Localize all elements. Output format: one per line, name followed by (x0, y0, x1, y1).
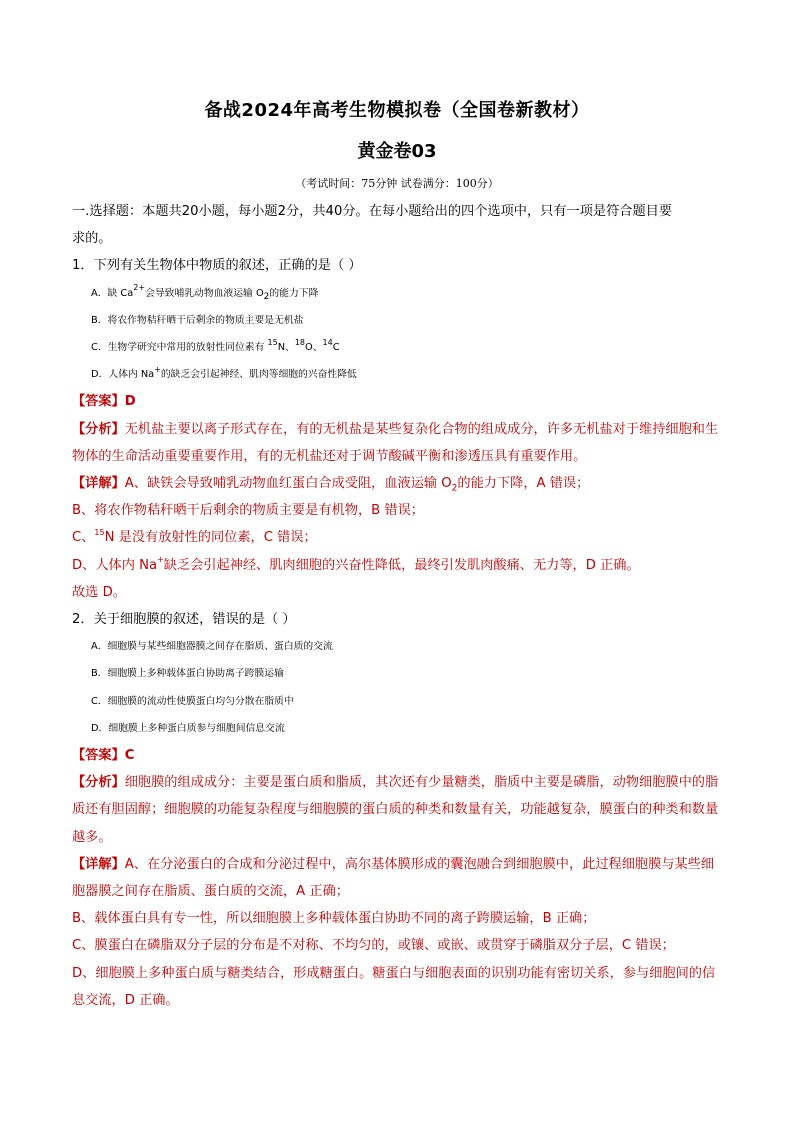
section-heading-text-b: 求的。 (72, 231, 112, 247)
q1-option-d (72, 361, 724, 388)
q2-analysis-text: 细胞膜的组成成分：主要是蛋白质和脂质，其次还有少量糖类，脂质中主要是磷脂，动物细胞膜中的脂质还有胆固醇；细胞膜的功能复杂程度与细胞膜的蛋白质的种类和数量有关，功能越复杂，膜蛋白的种类和数量越多。 (72, 775, 719, 845)
q1-detail-tag: 【详解】 (72, 476, 125, 492)
paper-subtitle: 黄金卷03 (357, 141, 437, 162)
section-heading-text-a: 一.选择题：本题共20小题，每小题2分，共40分。在每小题给出的四个选项中，只有一项是符合题目要 (72, 204, 673, 219)
q1-option-d-sup: + (154, 364, 161, 374)
q1-option-a-mid: 会导致哺乳动物血液运输 O (145, 287, 264, 299)
q1-option-c-text: C．生物学研究中常用的放射性同位素有 (91, 342, 268, 354)
q2-stem: 2．关于细胞膜的叙述，错误的是（ ） (72, 612, 296, 628)
q2-answer (72, 742, 724, 769)
q1-option-a-sup: 2+ (133, 283, 146, 293)
q1-option-c-sup3: 14 (322, 337, 333, 347)
q2-detail-c: C、膜蛋白在磷脂双分子层的分布是不对称、不均匀的，或镶、或嵌、或贯穿于磷脂双分子层，C 错误； (72, 938, 675, 954)
q1-detail-a-text: A、缺铁会导致哺乳动物血红蛋白合成受阻，血液运输 O (124, 476, 452, 492)
q1-detail-b: B、将农作物秸秆晒干后剩余的物质主要是有机物，B 错误； (72, 503, 424, 519)
q1-detail-d-post: 缺乏会引起神经、肌肉细胞的兴奋性降低，最终引发肌肉酸痛、无力等，D 正确。 (163, 557, 640, 573)
q1-option-d-post: 的缺乏会引起神经、肌肉等细胞的兴奋性降低 (160, 369, 357, 381)
q2-answer-tag: 【答案】 (72, 748, 125, 764)
q2-detail-tag: 【详解】 (72, 856, 125, 872)
q2-option-b: B．细胞膜上多种载体蛋白协助离子跨膜运输 (91, 668, 284, 680)
q1-detail-c-post: N 是没有放射性的同位素，C 错误； (104, 530, 317, 546)
q2-detail-a-text: A、在分泌蛋白的合成和分泌过程中，高尔基体膜形成的囊泡融合到细胞膜中，此过程细胞膜与某些细胞器膜之间存在脂质、蛋白质的交流，A 正确； (72, 856, 715, 900)
q2-analysis-tag: 【分析】 (72, 775, 125, 791)
q1-detail-c-sup: 15 (94, 528, 105, 538)
q1-option-a-post: 的能力下降 (269, 287, 319, 299)
q1-analysis-tag: 【分析】 (72, 421, 125, 437)
q2-option-c: C．细胞膜的流动性使膜蛋白均匀分散在脂质中 (91, 695, 294, 707)
q1-option-c-o: O、 (305, 342, 323, 354)
q2-detail-d: D、细胞膜上多种蛋白质与糖类结合，形成糖蛋白。糖蛋白与细胞表面的识别功能有密切关系，参与细胞间的信息交流，D 正确。 (72, 965, 716, 1008)
q1-option-a-sub: 2 (263, 291, 270, 302)
section-heading (72, 198, 724, 225)
q2-detail-a (72, 851, 724, 905)
q1-detail-c (72, 524, 724, 551)
q1-option-c-sup2: 18 (294, 337, 306, 347)
q2-answer-value: C (124, 748, 135, 764)
q2-option-d: D．细胞膜上多种蛋白质参与细胞间信息交流 (91, 722, 285, 734)
q1-option-a (72, 280, 724, 307)
question-body (72, 198, 724, 1014)
section-heading-cont (72, 225, 724, 252)
q1-option-a-text: A．缺 Ca (91, 287, 134, 299)
q1-analysis-text: 无机盐主要以离子形式存在，有的无机盐是某些复杂化合物的组成成分，许多无机盐对于维持细胞和生物体的生命活动重要重要作用，有的无机盐还对于调节酸碱平衡和渗透压具有重要作用。 (72, 421, 719, 464)
q1-analysis (72, 416, 724, 470)
q1-stem: 1．下列有关生物体中物质的叙述，正确的是（ ） (72, 258, 362, 274)
q1-answer (72, 388, 724, 415)
q1-detail-d-text: D、人体内 Na (72, 557, 158, 573)
q1-detail-a (72, 470, 724, 497)
q1-detail-a-sub: 2 (451, 483, 458, 494)
q1-option-b: B．将农作物秸秆晒干后剩余的物质主要是无机盐 (91, 314, 304, 326)
q1-option-c-n: N、 (277, 342, 295, 354)
q2-option-a: A．细胞膜与某些细胞器膜之间存在脂质、蛋白质的交流 (91, 641, 333, 653)
q1-answer-tag: 【答案】 (72, 394, 125, 410)
q1-option-c (72, 334, 724, 361)
q1-option-c-sup1: 15 (267, 337, 278, 347)
paper-title: 备战2024年高考生物模拟卷（全国卷新教材） (204, 100, 590, 121)
q1-option-c-c: C (332, 342, 340, 354)
q1-detail-c-text: C、 (72, 530, 95, 546)
q1-answer-value: D (124, 394, 136, 410)
q1-detail-a-post: 的能力下降，A 错误； (457, 476, 590, 492)
q1-choose: 故选 D。 (72, 584, 126, 600)
exam-info: （考试时间：75分钟 试卷满分：100分） (295, 177, 499, 190)
q1-detail-d (72, 552, 724, 579)
q2-detail-b: B、载体蛋白具有专一性，所以细胞膜上多种载体蛋白协助不同的离子跨膜运输，B 正确； (72, 911, 596, 927)
q1-detail-d-sup: + (157, 555, 164, 565)
q1-option-d-text: D．人体内 Na (91, 369, 155, 381)
q2-analysis (72, 769, 724, 851)
